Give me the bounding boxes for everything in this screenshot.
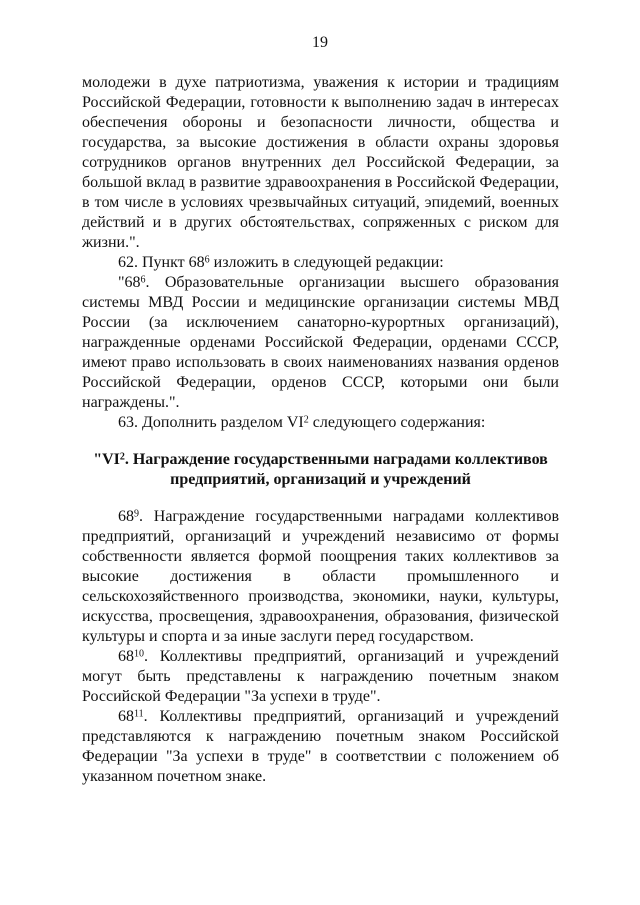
paragraph-text: 68 (118, 508, 134, 525)
superscript: 2 (303, 414, 309, 426)
superscript: 2 (119, 451, 125, 463)
paragraph-point-68-6 (82, 273, 559, 413)
paragraph-text: . Образовательные организации высшего образования системы МВД России и медицинские организации системы МВД России (за исключением санаторно-курортных организаций), награжденные орденами Российской Федерации, орденами СССР, имеют право использовать в своих наименованиях названия орденов Российской Федерации, орденов СССР, которыми они были награждены.". (82, 274, 559, 411)
paragraph-text: . Коллективы предприятий, организаций и учреждений представляются к награждению почетным знаком Российской Федерации "За успехи в труде" в соответствии с положением об указанном почетном знаке. (82, 708, 559, 785)
superscript: 11 (134, 708, 144, 720)
paragraph-text: 68 (118, 708, 134, 725)
superscript: 9 (134, 508, 139, 520)
paragraph-point-68-9 (82, 507, 559, 647)
paragraph-item-62 (82, 253, 559, 273)
paragraph-continuation: молодежи в духе патриотизма, уважения к истории и традициям Российской Федерации, готовности к выполнению задач в интересах обеспечения обороны и безопасности личности, общества и государства, за высокие достижения в области охраны здоровья сотрудников органов внутренних дел Российской Федерации, за большой вклад в развитие здравоохранения в Российской Федерации, в том числе в условиях чрезвычайных ситуаций, эпидемий, военных действий и в других обстоятельствах, сопряженных с риском для жизни.". (82, 74, 559, 251)
paragraph-point-68-10 (82, 647, 559, 707)
paragraph-text: . Награждение государственными наградами коллективов предприятий, организаций и учреждений независимо от формы собственности является формой поощрения таких коллективов за высокие достижения в области промышленного и сельскохозяйственного производства, экономики, науки, культуры, искусства, просвещения, здравоохранения, образования, физической культуры и спорта и за иные заслуги перед государством. (82, 508, 559, 645)
paragraph-point-68-11 (82, 707, 559, 787)
paragraph-text: 62. Пункт 68 (118, 254, 205, 271)
heading-text: "VI (93, 451, 120, 468)
superscript: 6 (204, 254, 210, 266)
paragraph-text: "68 (118, 274, 141, 291)
superscript: 10 (134, 648, 144, 660)
paragraph-text: . Коллективы предприятий, организаций и учреждений могут быть представлены к награждению почетным знаком Российской Федерации "За успехи в труде". (82, 648, 559, 705)
paragraph-item-63 (82, 413, 559, 433)
paragraph-text: изложить в следующей редакции: (209, 254, 444, 271)
section-heading-line-1 (82, 450, 559, 470)
paragraph-text: 68 (118, 648, 134, 665)
page-number: 19 (312, 34, 328, 51)
heading-text: . Награждение государственными наградами коллективов (124, 451, 548, 468)
section-heading (82, 450, 559, 490)
document-body (82, 73, 559, 787)
paragraph-text: следующего содержания: (308, 414, 486, 431)
superscript: 6 (140, 274, 146, 286)
paragraph-text: 63. Дополнить разделом VI (118, 414, 304, 431)
section-heading-line-2: предприятий, организаций и учреждений (170, 471, 471, 488)
